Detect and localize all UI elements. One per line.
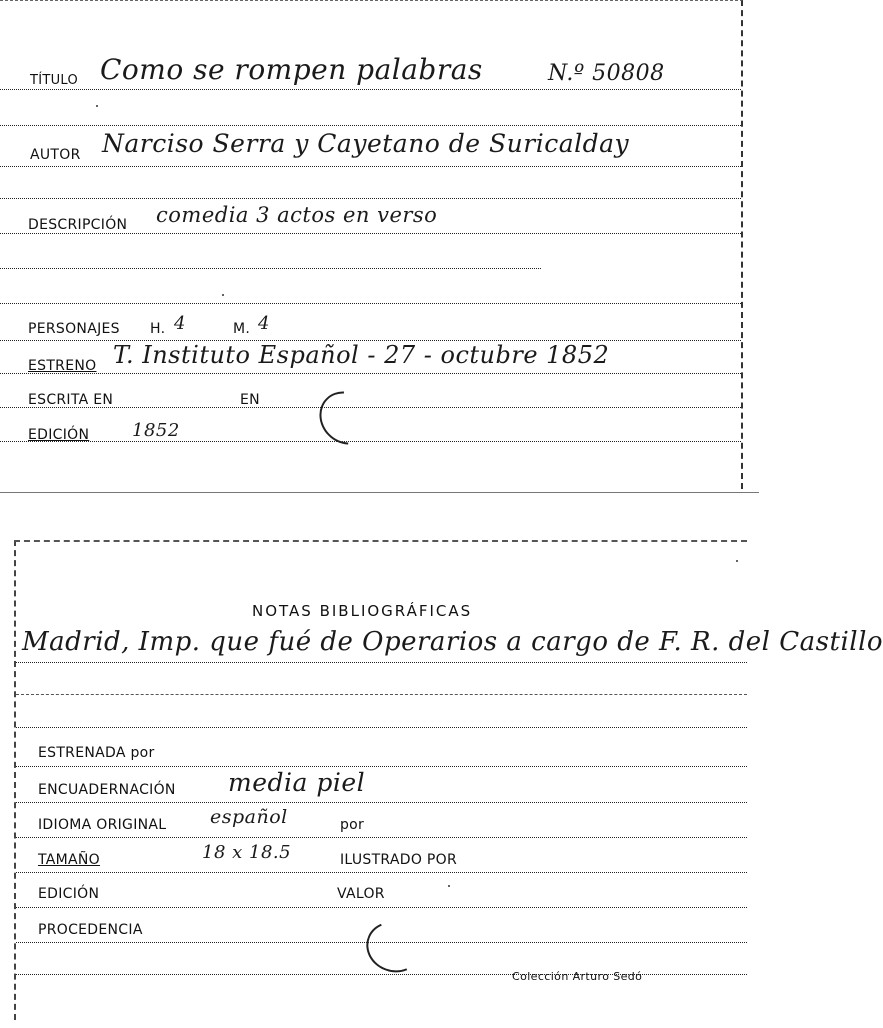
catalog-card-bottom (14, 540, 883, 1020)
estreno-label: ESTRENO (28, 358, 97, 374)
autor-value: Narciso Serra y Cayetano de Suricalday (102, 129, 630, 158)
speck (448, 885, 450, 887)
procedencia-label: PROCEDENCIA (38, 922, 143, 938)
rule (0, 268, 541, 269)
tamano-label: TAMAÑO (38, 852, 100, 868)
catalog-card-top (0, 0, 743, 489)
punch-hole-mark (309, 381, 384, 456)
idioma-label: IDIOMA ORIGINAL (38, 817, 167, 833)
rule (16, 907, 747, 908)
rule (0, 233, 741, 234)
speck (96, 105, 98, 107)
m-label: M. (233, 321, 251, 337)
descripcion-label: DESCRIPCIÓN (28, 217, 128, 233)
punch-hole-mark (359, 914, 429, 980)
notas-value: Madrid, Imp. que fué de Operarios a cargo de F. R. del Castillo (22, 627, 883, 657)
tamano-value: 18 x 18.5 (202, 842, 292, 863)
catalog-number: N.º 50808 (548, 61, 665, 86)
rule (16, 662, 747, 663)
speck (222, 294, 224, 296)
card-separator (0, 492, 759, 493)
autor-label: AUTOR (30, 147, 81, 163)
rule (16, 727, 747, 728)
valor-label: VALOR (337, 886, 385, 902)
en-label: EN (240, 392, 260, 408)
notas-heading: NOTAS BIBLIOGRÁFICAS (252, 602, 473, 620)
rule (16, 694, 747, 695)
edicion-value: 1852 (132, 420, 180, 441)
h-label: H. (150, 321, 166, 337)
rule (0, 441, 741, 442)
rule (16, 837, 747, 838)
personajes-label: PERSONAJES (28, 321, 120, 337)
edicion-label: EDICIÓN (28, 427, 90, 443)
descripcion-value: comedia 3 actos en verso (156, 203, 438, 227)
rule (0, 166, 741, 167)
rule (0, 89, 741, 90)
collection-stamp: Colección Arturo Sedó (512, 970, 643, 983)
rule (0, 303, 741, 304)
estrenada-label: ESTRENADA por (38, 745, 155, 761)
escrita-label: ESCRITA EN (28, 392, 114, 408)
edicion-label-bottom: EDICIÓN (38, 886, 100, 902)
m-value: 4 (258, 313, 270, 334)
rule (0, 125, 741, 126)
speck (736, 560, 738, 562)
idioma-value: español (210, 806, 288, 828)
encuadernacion-value: media piel (228, 768, 366, 797)
rule (0, 373, 741, 374)
titulo-value: Como se rompen palabras (100, 53, 483, 86)
rule (16, 872, 747, 873)
ilustrado-label: ILUSTRADO POR (340, 852, 457, 868)
por-label: por (340, 817, 365, 833)
encuadernacion-label: ENCUADERNACIÓN (38, 782, 176, 798)
estreno-value: T. Instituto Español - 27 - octubre 1852 (113, 341, 610, 369)
rule (0, 198, 741, 199)
h-value: 4 (174, 313, 186, 334)
rule (16, 766, 747, 767)
titulo-label: TÍTULO (30, 73, 79, 88)
rule (16, 802, 747, 803)
